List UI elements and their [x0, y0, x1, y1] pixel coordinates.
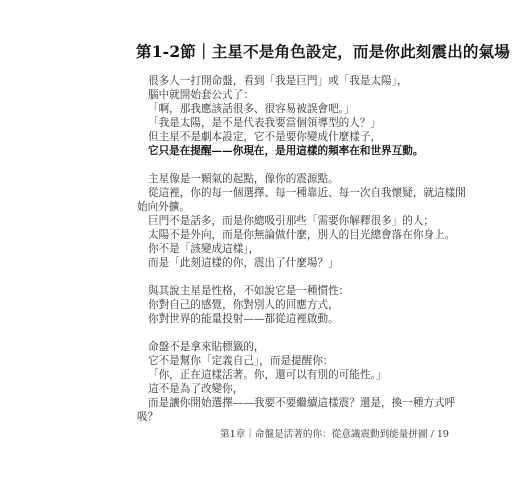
emphasis-line: 它只是在提醒——你現在，是用這樣的頻率在和世界互動。 [148, 145, 424, 157]
paragraph-line: 它不是幫你「定義自己」，而是提醒你： [148, 355, 334, 367]
paragraph-line: 吸？ [137, 411, 159, 423]
page-number: 19 [436, 429, 450, 440]
paragraph-line: 從這裡，你的每一個選擇、每一種靠近、每一次自我懷疑，就這樣開 [148, 187, 466, 199]
paragraph-line: 而是「此刻這樣的你，震出了什麼場？」 [148, 257, 339, 269]
paragraph-line: 與其說主星是性格，不如說它是一種慣性： [148, 285, 350, 297]
paragraph-line: 巨門不是話多，而是你總吸引那些「需要你解釋很多」的人； [148, 215, 435, 227]
paragraph-line: 你不是「該變成這樣」， [148, 243, 260, 255]
paragraph-line: 命盤不是拿來貼標籤的， [148, 341, 265, 353]
paragraph-line: 腦中就開始套公式了： [148, 89, 254, 101]
paragraph-line: 但主星不是劇本設定，它不是要你變成什麼樣子， [148, 131, 382, 143]
paragraph-line: 太陽不是外向，而是你無論做什麼，別人的目光總會落在你身上。 [148, 229, 456, 241]
paragraph-line: 而是讓你開始選擇——我要不要繼續這樣震？還是，換一種方式呼 [148, 397, 456, 409]
paragraph-line: 「我是太陽，是不是代表我要當個領導型的人？」 [148, 117, 382, 129]
paragraph-line: 你對自己的感覺，你對別人的回應方式， [148, 299, 339, 311]
paragraph-line: 你對世界的能量投射——都從這裡啟動。 [148, 313, 339, 325]
footer-separator: / [430, 429, 434, 440]
page-footer [220, 426, 450, 440]
section-title [136, 40, 511, 62]
paragraph-line: 主星像是一顆氣的起點，像你的震源點。 [148, 173, 339, 185]
paragraph-line: 「啊，那我應該話很多、很容易被誤會吧。」 [148, 103, 355, 115]
paragraph-line: 「你，正在這樣活著。你，還可以有別的可能性。」 [148, 369, 387, 381]
chapter-running-title: 第1章｜命盤是活著的你：從意識震動到能量拼圖 [220, 429, 428, 440]
section-title-text: 第1-2節｜主星不是角色設定，而是你此刻震出的氣場 [136, 42, 511, 61]
paragraph-line: 始向外擴。 [137, 201, 190, 213]
paragraph-line: 這不是為了改變你， [148, 383, 244, 395]
paragraph-line: 很多人一打開命盤，看到「我是巨門」或「我是太陽」， [148, 75, 408, 87]
